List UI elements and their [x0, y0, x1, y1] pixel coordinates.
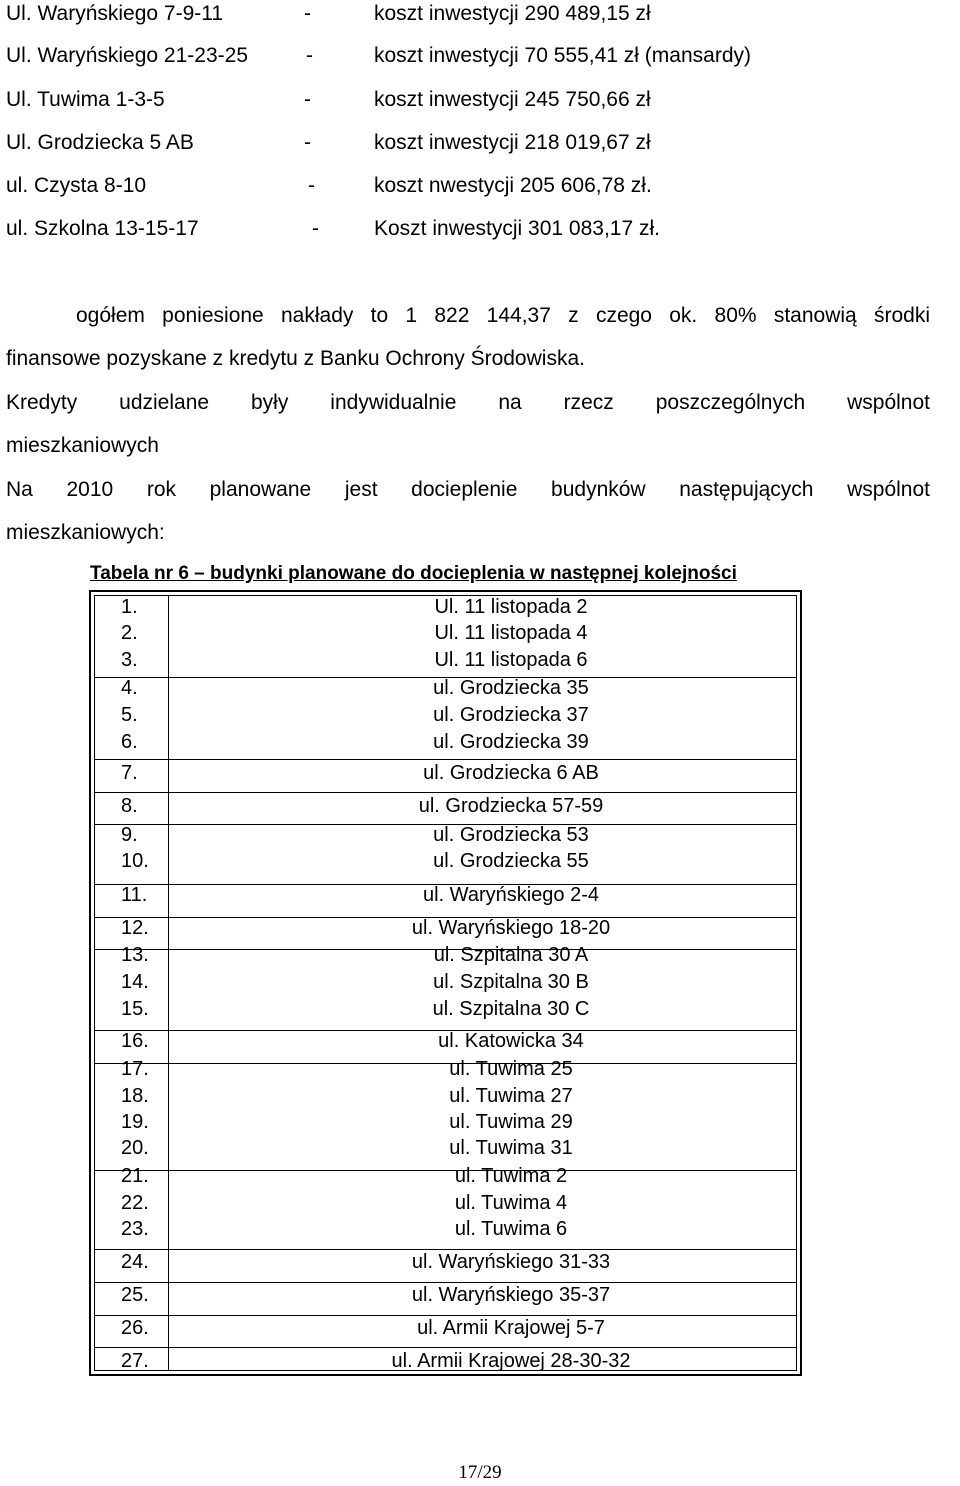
table-row-number: 20.: [121, 1137, 149, 1159]
table-row-street: ul. Tuwima 27: [449, 1085, 573, 1107]
table-row-number: 11.: [121, 884, 148, 906]
investment-dash: -: [304, 88, 311, 111]
investment-cost: koszt inwestycji 245 750,66 zł: [374, 88, 651, 111]
table-row-street: ul. Tuwima 31: [449, 1137, 573, 1159]
column-divider: [168, 596, 169, 1370]
table-row-street: ul. Waryńskiego 18-20: [411, 917, 611, 939]
table-row-number: 1.: [121, 596, 138, 618]
table-row-number: 24.: [121, 1251, 149, 1273]
investment-address: Ul. Waryńskiego 7-9-11: [6, 2, 224, 25]
table-row-street: ul. Szpitalna 30 C: [432, 998, 590, 1020]
table-row-number: 23.: [121, 1218, 149, 1240]
table-row-number: 19.: [121, 1111, 149, 1133]
table-row-street: ul. Armii Krajowej 28-30-32: [391, 1350, 631, 1372]
summary-line: ogółem poniesione nakłady to 1 822 144,37 z czego ok. 80% stanowią środki: [76, 304, 930, 327]
table-row-street: ul. Grodziecka 6 AB: [423, 762, 599, 784]
table-row-street: ul. Katowicka 34: [438, 1030, 584, 1052]
table-row-number: 27.: [121, 1350, 149, 1372]
summary-line: mieszkaniowych:: [6, 521, 165, 544]
table-row-street: ul. Tuwima 25: [449, 1058, 573, 1080]
table-row-number: 10.: [121, 850, 149, 872]
table-row-street: ul. Tuwima 6: [454, 1218, 568, 1240]
investment-cost: koszt nwestycji 205 606,78 zł.: [374, 174, 652, 197]
table-row-street: ul. Grodziecka 55: [433, 850, 589, 872]
investment-cost: Koszt inwestycji 301 083,17 zł.: [374, 217, 660, 240]
table-row-number: 25.: [121, 1284, 149, 1306]
table-row-number: 3.: [121, 649, 138, 671]
table-row-street: Ul. 11 listopada 2: [434, 596, 588, 618]
investment-cost: koszt inwestycji 290 489,15 zł: [374, 2, 651, 25]
table-row-number: 13.: [121, 944, 149, 966]
table-row-number: 18.: [121, 1085, 149, 1107]
summary-line: Kredyty udzielane były indywidualnie na rzecz poszczególnych wspólnot: [6, 391, 930, 414]
table-row-number: 5.: [121, 704, 138, 726]
table-row-number: 16.: [121, 1030, 149, 1052]
page-number: 17/29: [458, 1462, 502, 1483]
table-row-number: 26.: [121, 1317, 149, 1339]
buildings-table: [89, 590, 802, 1376]
table-row-street: ul. Szpitalna 30 A: [433, 944, 589, 966]
table-row-street: Ul. 11 listopada 4: [434, 622, 588, 644]
investment-cost: koszt inwestycji 218 019,67 zł: [374, 131, 651, 154]
investment-address: ul. Szkolna 13-15-17: [6, 217, 199, 240]
investment-address: Ul. Grodziecka 5 AB: [6, 131, 194, 154]
table-row-street: ul. Waryńskiego 31-33: [411, 1251, 611, 1273]
table-row-street: ul. Waryńskiego 35-37: [411, 1284, 611, 1306]
investment-address: ul. Czysta 8-10: [6, 174, 147, 197]
table-row-number: 14.: [121, 971, 149, 993]
table-row-street: ul. Grodziecka 53: [433, 824, 589, 846]
summary-line: finansowe pozyskane z kredytu z Banku Ochrony Środowiska.: [6, 347, 585, 370]
investment-dash: -: [306, 44, 313, 67]
table-row-number: 22.: [121, 1192, 149, 1214]
table-row-street: ul. Szpitalna 30 B: [433, 971, 589, 993]
summary-line: Na 2010 rok planowane jest docieplenie budynków następujących wspólnot: [6, 478, 930, 501]
table-row-street: ul. Tuwima 4: [454, 1192, 568, 1214]
table-row-street: ul. Tuwima 2: [454, 1165, 568, 1187]
table-row-number: 7.: [121, 762, 138, 784]
investment-dash: -: [312, 217, 319, 240]
table-row-street: Ul. 11 listopada 6: [434, 649, 588, 671]
investment-address: Ul. Waryńskiego 21-23-25: [6, 44, 248, 67]
table-row-street: ul. Waryńskiego 2-4: [423, 884, 599, 906]
table-row-number: 9.: [121, 824, 138, 846]
table-row-street: ul. Armii Krajowej 5-7: [417, 1317, 605, 1339]
table-row-street: ul. Tuwima 29: [449, 1111, 573, 1133]
investment-dash: -: [304, 131, 311, 154]
table-caption: Tabela nr 6 – budynki planowane do docieplenia w następnej kolejności: [90, 563, 737, 584]
table-row-number: 8.: [121, 795, 138, 817]
table-row-street: ul. Grodziecka 35: [433, 677, 589, 699]
table-row-number: 4.: [121, 677, 138, 699]
table-row-street: ul. Grodziecka 37: [433, 704, 589, 726]
table-row-number: 6.: [121, 731, 138, 753]
table-row-street: ul. Grodziecka 39: [433, 731, 589, 753]
table-row-number: 12.: [121, 917, 149, 939]
table-row-number: 2.: [121, 622, 138, 644]
investment-dash: -: [304, 2, 311, 25]
table-row-number: 17.: [121, 1058, 149, 1080]
table-row-number: 15.: [121, 998, 149, 1020]
investment-dash: -: [308, 174, 315, 197]
investment-cost: koszt inwestycji 70 555,41 zł (mansardy): [374, 44, 751, 67]
table-row-street: ul. Grodziecka 57-59: [418, 795, 604, 817]
summary-line: mieszkaniowych: [6, 434, 159, 457]
investment-address: Ul. Tuwima 1-3-5: [6, 88, 165, 111]
table-row-number: 21.: [121, 1165, 149, 1187]
